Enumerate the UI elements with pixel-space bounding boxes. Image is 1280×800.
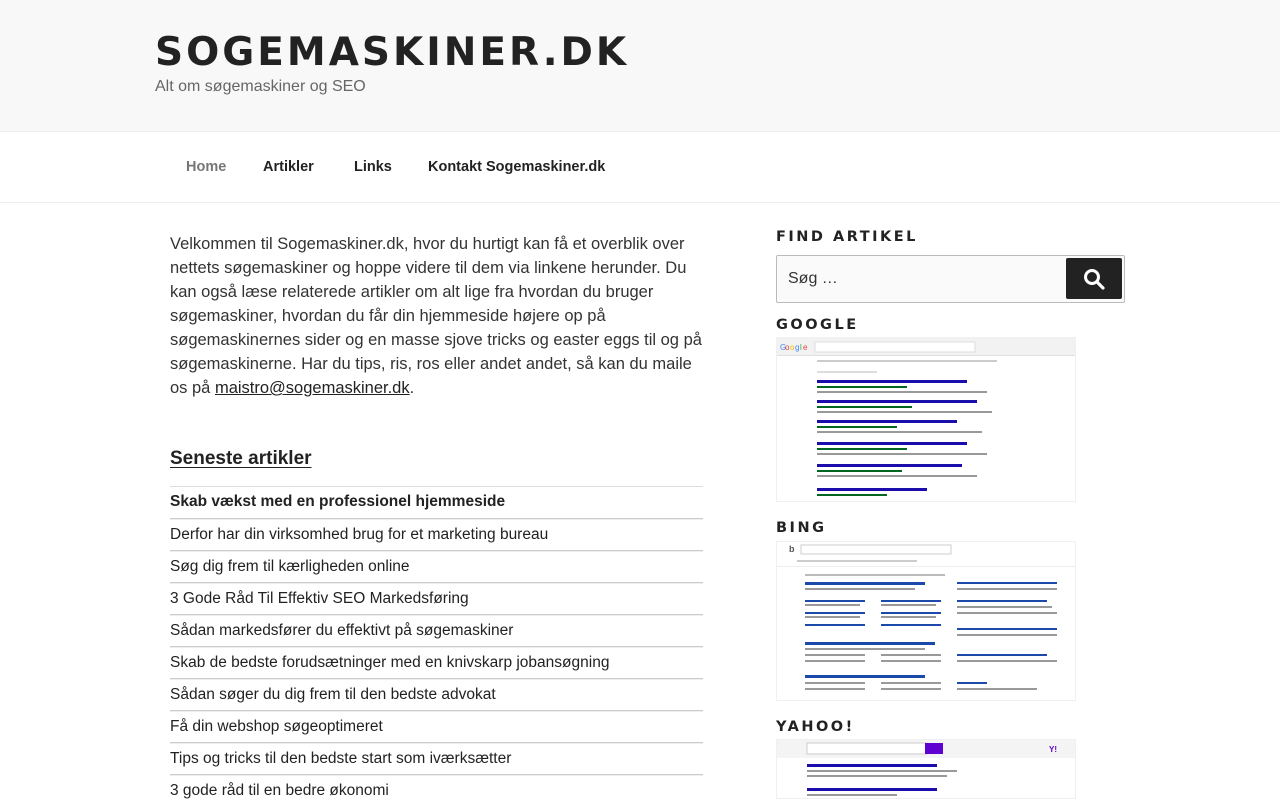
article-link-8[interactable]: Få din webshop søgeoptimeret bbox=[170, 718, 383, 735]
email-link[interactable]: maistro@sogemaskiner.dk bbox=[214, 379, 410, 397]
list-item bbox=[170, 487, 703, 519]
yahoo-title: YAHOO! bbox=[776, 719, 855, 735]
list-item bbox=[170, 775, 703, 800]
site-title[interactable]: SOGEMASKINER.DK bbox=[155, 30, 630, 75]
intro-paragraph bbox=[170, 232, 703, 400]
list-item bbox=[170, 615, 703, 647]
article-link-3[interactable]: Søg dig frem til kærligheden online bbox=[170, 558, 410, 575]
bing-screenshot bbox=[776, 541, 1076, 701]
main-content bbox=[170, 232, 703, 800]
bing-results-illustration bbox=[777, 542, 1076, 701]
nav-item-home[interactable]: Home bbox=[186, 159, 227, 175]
article-link-10[interactable]: 3 gode råd til en bedre økonomi bbox=[170, 782, 389, 799]
article-list bbox=[170, 486, 703, 800]
list-item bbox=[170, 519, 703, 551]
intro-text: Velkommen til Sogemaskiner.dk, hvor du hurtigt kan få et overblik over nettets søgemaskiner og hoppe videre til dem via linkene herunder. Du kan også læse relaterede artikler om alt lige fra hvordan du bruger søgemaskiner, hvordan du får din hjemmeside højere op på søgemaskinernes sider og en masse sjove tricks og easter eggs til og på søgemaskinerne. Har du tips, ris, ros eller andet andet, så kan du maile os på bbox=[170, 235, 702, 397]
list-item bbox=[170, 679, 703, 711]
bing-title: BING bbox=[776, 520, 827, 536]
search-form bbox=[776, 255, 1125, 303]
google-screenshot-link[interactable] bbox=[776, 337, 1126, 502]
google-screenshot bbox=[776, 337, 1076, 502]
find-article-title: FIND ARTIKEL bbox=[776, 229, 918, 245]
google-title: GOOGLE bbox=[776, 317, 859, 333]
svg-text:l: l bbox=[800, 343, 802, 352]
svg-text:b: b bbox=[789, 544, 795, 554]
article-link-9[interactable]: Tips og tricks til den bedste start som iværksætter bbox=[170, 750, 512, 767]
article-link-5[interactable]: Sådan markedsfører du effektivt på søgemaskiner bbox=[170, 622, 514, 639]
article-link-4[interactable]: 3 Gode Råd Til Effektiv SEO Markedsføring bbox=[170, 590, 469, 607]
search-icon bbox=[1083, 268, 1105, 290]
nav-item-artikler[interactable]: Artikler bbox=[263, 159, 314, 175]
nav-item-links[interactable]: Links bbox=[354, 159, 392, 175]
google-results-illustration bbox=[777, 338, 1076, 502]
svg-text:G: G bbox=[780, 343, 787, 352]
svg-text:o: o bbox=[785, 343, 790, 352]
yahoo-screenshot bbox=[776, 739, 1076, 799]
site-header bbox=[0, 0, 1280, 132]
list-item bbox=[170, 551, 703, 583]
article-link-7[interactable]: Sådan søger du dig frem til den bedste advokat bbox=[170, 686, 496, 703]
yahoo-results-illustration bbox=[777, 740, 1076, 799]
bing-screenshot-link[interactable] bbox=[776, 541, 1126, 701]
svg-text:g: g bbox=[795, 343, 800, 352]
list-item bbox=[170, 647, 703, 679]
article-link-6[interactable]: Skab de bedste forudsætninger med en knivskarp jobansøgning bbox=[170, 654, 610, 671]
sidebar bbox=[776, 228, 1126, 799]
search-button[interactable] bbox=[1066, 258, 1122, 299]
yahoo-screenshot-link[interactable] bbox=[776, 739, 1126, 799]
svg-text:Y!: Y! bbox=[1049, 745, 1057, 754]
nav-item-kontakt[interactable]: Kontakt Sogemaskiner.dk bbox=[428, 159, 606, 175]
latest-articles-heading[interactable]: Seneste artikler bbox=[170, 448, 312, 469]
svg-text:o: o bbox=[790, 343, 795, 352]
list-item bbox=[170, 711, 703, 743]
article-link-2[interactable]: Derfor har din virksomhed brug for et marketing bureau bbox=[170, 526, 549, 543]
list-item bbox=[170, 743, 703, 775]
svg-text:e: e bbox=[803, 343, 808, 352]
site-description: Alt om søgemaskiner og SEO bbox=[155, 78, 366, 95]
main-navigation bbox=[0, 132, 1280, 203]
list-item bbox=[170, 583, 703, 615]
article-link-1[interactable]: Skab vækst med en professionel hjemmeside bbox=[170, 493, 506, 510]
search-input[interactable] bbox=[777, 256, 1067, 302]
intro-end: . bbox=[409, 379, 415, 397]
